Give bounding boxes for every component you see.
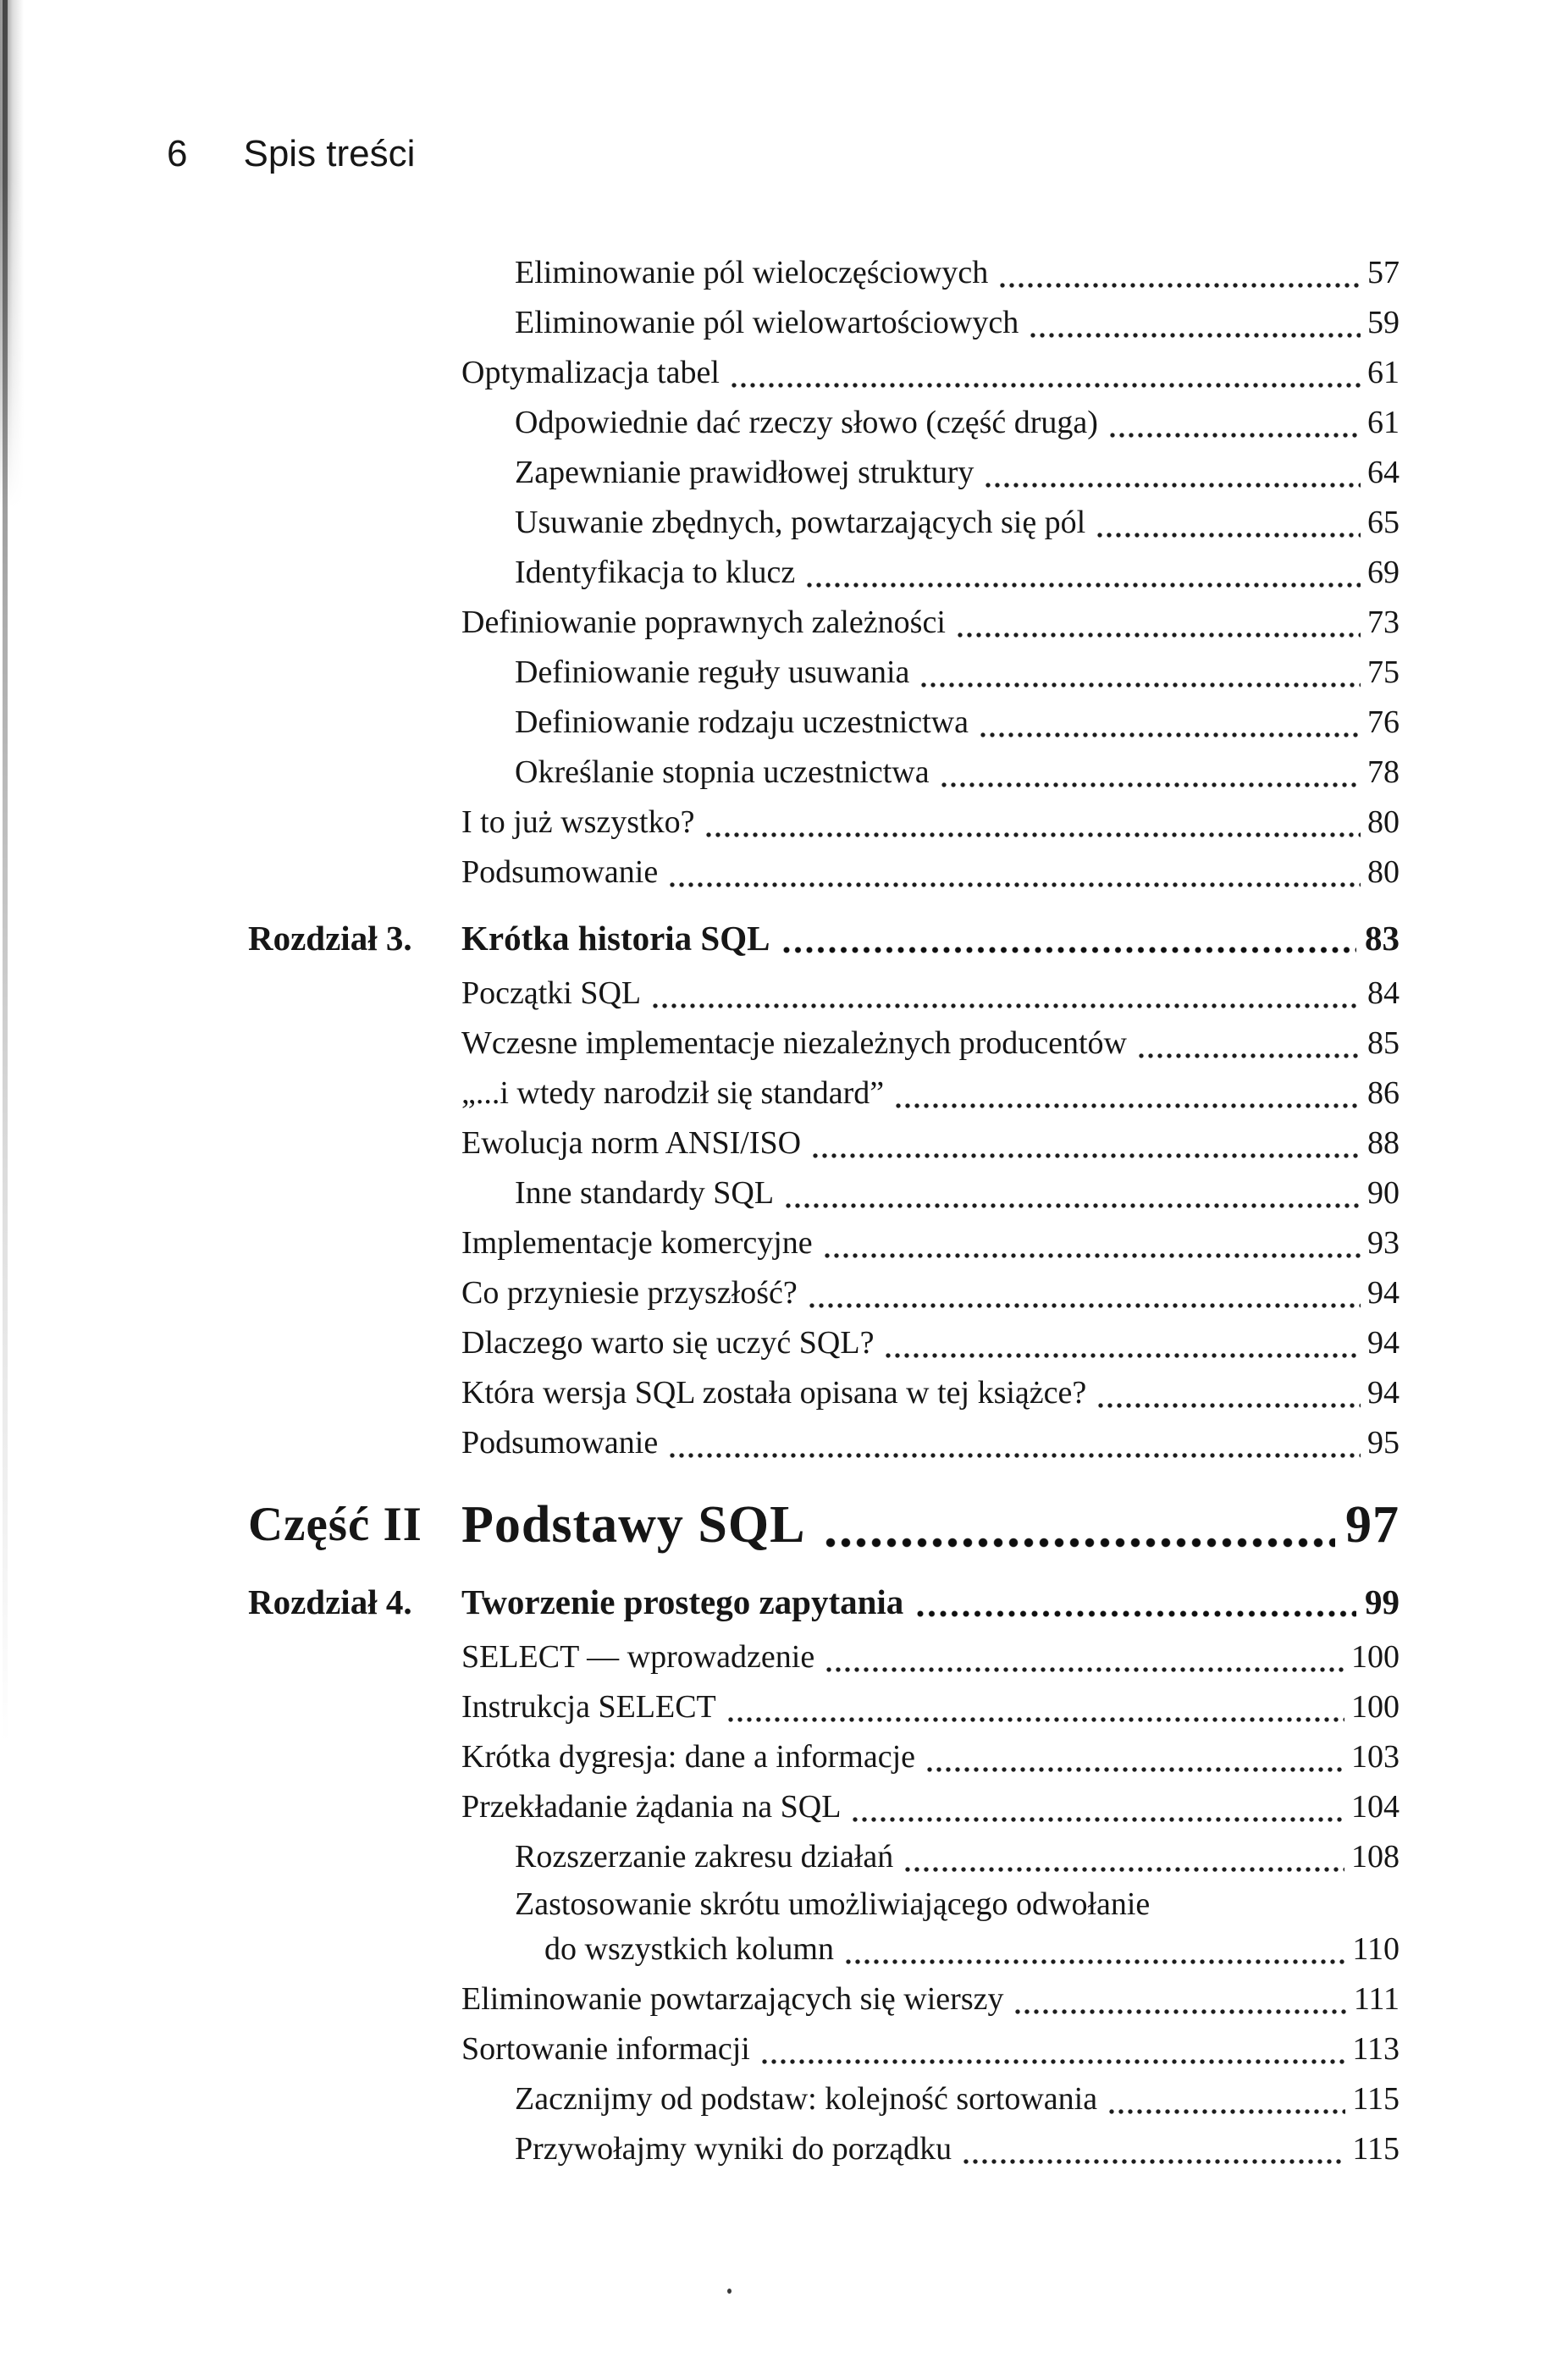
page-title: Spis treści <box>243 133 416 174</box>
dot-leader-icon <box>730 348 1361 398</box>
toc-row <box>248 1974 1400 2024</box>
toc-row <box>248 1218 1400 1268</box>
toc-page-number: 110 <box>1352 1931 1400 1967</box>
toc-row <box>248 598 1400 648</box>
toc-page-number: 78 <box>1367 754 1400 790</box>
scan-speck <box>727 2289 732 2294</box>
toc-page-number: 73 <box>1367 605 1400 640</box>
toc-entry-label: Przywołajmy wyniki do porządku <box>515 2131 952 2167</box>
dot-leader-icon <box>811 1118 1361 1168</box>
dot-leader-icon <box>823 1218 1361 1268</box>
toc-row <box>248 498 1400 548</box>
toc-row <box>248 1682 1400 1732</box>
toc-row <box>248 648 1400 698</box>
dot-leader-icon <box>651 969 1361 1019</box>
toc-page-number: 90 <box>1367 1175 1400 1211</box>
toc-entry-label: Początki SQL <box>461 975 642 1011</box>
toc-entry-label: Podsumowanie <box>461 854 659 890</box>
toc-page-number: 61 <box>1367 405 1400 440</box>
dot-leader-icon <box>919 648 1361 698</box>
toc-page-number: 94 <box>1367 1325 1400 1361</box>
toc-page-number: 93 <box>1367 1225 1400 1261</box>
dot-leader-icon <box>668 1418 1361 1468</box>
toc-page-number: 85 <box>1367 1025 1400 1061</box>
toc-page-number: 83 <box>1365 919 1400 958</box>
toc-row <box>248 248 1400 298</box>
toc-entry-label: Rozszerzanie zakresu działań <box>515 1839 894 1875</box>
dot-leader-icon <box>903 1832 1344 1882</box>
toc-entry-label: Optymalizacja tabel <box>461 355 720 390</box>
toc-page-number: 94 <box>1367 1375 1400 1411</box>
toc-entry-label: Ewolucja norm ANSI/ISO <box>461 1125 802 1161</box>
dot-leader-icon <box>760 2024 1346 2074</box>
toc-entry-label: Co przyniesie przyszłość? <box>461 1275 798 1311</box>
dot-leader-icon <box>915 1571 1356 1632</box>
toc-entry-label: Zapewnianie prawidłowej struktury <box>515 455 974 490</box>
toc-page-number: 84 <box>1367 975 1400 1011</box>
toc-entry-label: Przekładanie żądania na SQL <box>461 1789 842 1825</box>
toc-entry-label: Usuwanie zbędnych, powtarzających się pól <box>515 505 1086 540</box>
toc-entry-label: Określanie stopnia uczestnictwa <box>515 754 930 790</box>
dot-leader-icon <box>1096 498 1361 548</box>
toc-page-number: 97 <box>1345 1496 1400 1554</box>
toc-entry-label: Dlaczego warto się uczyć SQL? <box>461 1325 875 1361</box>
toc-entry-label: Która wersja SQL została opisana w tej książce? <box>461 1375 1087 1411</box>
toc <box>248 248 1400 2174</box>
toc-page-number: 108 <box>1351 1839 1400 1875</box>
dot-leader-icon <box>825 1632 1344 1682</box>
toc-entry-label: Zacznijmy od podstaw: kolejność sortowania <box>515 2081 1098 2117</box>
toc-page-number: 75 <box>1367 654 1400 690</box>
toc-page-number: 59 <box>1367 305 1400 340</box>
toc-page-number: 86 <box>1367 1075 1400 1111</box>
toc-row <box>248 1418 1400 1468</box>
toc-entry-label: Eliminowanie pól wieloczęściowych <box>515 255 989 290</box>
toc-row <box>248 398 1400 448</box>
toc-entry-label: Krótka dygresja: dane a informacje <box>461 1739 915 1775</box>
dot-leader-icon <box>1013 1974 1346 2024</box>
toc-row <box>248 1832 1400 1882</box>
dot-leader-icon <box>704 798 1361 848</box>
toc-chapter-row <box>248 908 1400 969</box>
toc-entry-label: I to już wszystko? <box>461 804 695 840</box>
toc-page-number: 103 <box>1351 1739 1400 1775</box>
dot-leader-icon <box>668 848 1361 897</box>
toc-entry-label: SELECT — wprowadzenie <box>461 1639 815 1675</box>
scan-edge-line <box>3 0 8 1744</box>
toc-row <box>248 848 1400 897</box>
running-header <box>167 135 415 173</box>
toc-row <box>248 1069 1400 1118</box>
toc-page-number: 100 <box>1351 1689 1400 1725</box>
toc-chapter-label: Rozdział 3. <box>248 919 412 958</box>
dot-leader-icon <box>962 2124 1345 2174</box>
toc-entry-label: Eliminowanie powtarzających się wierszy <box>461 1981 1004 2017</box>
toc-part-row <box>248 1488 1400 1561</box>
dot-leader-icon <box>805 548 1361 598</box>
toc-row <box>248 1019 1400 1069</box>
toc-row <box>248 448 1400 498</box>
toc-page-number: 95 <box>1367 1425 1400 1461</box>
toc-row-two-line <box>248 1882 1400 1974</box>
toc-entry-label: Definiowanie rodzaju uczestnictwa <box>515 704 969 740</box>
toc-entry-label: Identyfikacja to klucz <box>515 555 796 590</box>
toc-page-number: 115 <box>1352 2081 1400 2117</box>
toc-row <box>248 1118 1400 1168</box>
toc-row <box>248 698 1400 748</box>
page-number: 6 <box>167 133 188 174</box>
dot-leader-icon <box>925 1732 1344 1782</box>
toc-row <box>248 1782 1400 1832</box>
toc-page-number: 88 <box>1367 1125 1400 1161</box>
dot-leader-icon <box>998 248 1361 298</box>
toc-row <box>248 1632 1400 1682</box>
toc-page-number: 99 <box>1365 1582 1400 1621</box>
toc-row <box>248 1732 1400 1782</box>
toc-page-number: 94 <box>1367 1275 1400 1311</box>
toc-entry-label: Odpowiednie dać rzeczy słowo (część druga) <box>515 405 1098 440</box>
dot-leader-icon <box>894 1069 1361 1118</box>
toc-page-number: 76 <box>1367 704 1400 740</box>
dot-leader-icon <box>824 1488 1335 1561</box>
toc-row <box>248 298 1400 348</box>
dot-leader-icon <box>1108 398 1361 448</box>
toc-page-number: 80 <box>1367 804 1400 840</box>
toc-entry-label: Sortowanie informacji <box>461 2031 750 2067</box>
toc-chapter-row <box>248 1571 1400 1632</box>
dot-leader-icon <box>844 1924 1345 1974</box>
dot-leader-icon <box>956 598 1361 648</box>
toc-row <box>248 798 1400 848</box>
toc-chapter-title: Krótka historia SQL <box>461 919 770 958</box>
dot-leader-icon <box>940 748 1361 798</box>
toc-row <box>248 748 1400 798</box>
toc-row <box>248 548 1400 598</box>
dot-leader-icon <box>808 1268 1361 1318</box>
toc-row <box>248 1268 1400 1318</box>
toc-row <box>248 1924 1400 1974</box>
dot-leader-icon <box>851 1782 1344 1832</box>
toc-entry-label: Podsumowanie <box>461 1425 659 1461</box>
toc-page-number: 115 <box>1352 2131 1400 2167</box>
toc-page-number: 80 <box>1367 854 1400 890</box>
dot-leader-icon <box>781 908 1356 969</box>
toc-chapter-title: Tworzenie prostego zapytania <box>461 1582 904 1621</box>
toc-page-number: 104 <box>1351 1789 1400 1825</box>
toc-row <box>248 2124 1400 2174</box>
dot-leader-icon <box>884 1318 1361 1368</box>
toc-row <box>248 1318 1400 1368</box>
toc-row <box>248 348 1400 398</box>
dot-leader-icon <box>1096 1368 1361 1418</box>
toc-entry-label: Inne standardy SQL <box>515 1175 775 1211</box>
toc-entry-label: do wszystkich kolumn <box>544 1931 834 1967</box>
dot-leader-icon <box>979 698 1361 748</box>
toc-entry-label: Implementacje komercyjne <box>461 1225 813 1261</box>
toc-entry-label: „...i wtedy narodził się standard” <box>461 1075 885 1111</box>
toc-chapter-label: Rozdział 4. <box>248 1582 412 1621</box>
dot-leader-icon <box>784 1168 1361 1218</box>
dot-leader-icon <box>1029 298 1361 348</box>
toc-entry-label: Wczesne implementacje niezależnych producentów <box>461 1025 1127 1061</box>
toc-page-number: 64 <box>1367 455 1400 490</box>
toc-page-number: 113 <box>1352 2031 1400 2067</box>
toc-page-number: 57 <box>1367 255 1400 290</box>
toc-entry-label: Eliminowanie pól wielowartościowych <box>515 305 1019 340</box>
toc-page-number: 65 <box>1367 505 1400 540</box>
dot-leader-icon <box>984 448 1361 498</box>
toc-row <box>248 1168 1400 1218</box>
toc-row <box>248 2024 1400 2074</box>
toc-part-title: Podstawy SQL <box>461 1496 806 1554</box>
dot-leader-icon <box>1137 1019 1361 1069</box>
toc-entry-label: Definiowanie poprawnych zależności <box>461 605 946 640</box>
dot-leader-icon <box>726 1682 1344 1732</box>
toc-page-number: 111 <box>1353 1981 1400 2017</box>
toc-part-label: Część II <box>248 1498 422 1551</box>
toc-row <box>248 1368 1400 1418</box>
toc-page-number: 61 <box>1367 355 1400 390</box>
toc-row <box>248 969 1400 1019</box>
toc-entry-label: Instrukcja SELECT <box>461 1689 716 1725</box>
toc-page-number: 69 <box>1367 555 1400 590</box>
dot-leader-icon <box>1107 2074 1345 2124</box>
toc-entry-label-line1: Zastosowanie skrótu umożliwiającego odwołanie <box>515 1886 1151 1922</box>
toc-entry-label: Definiowanie reguły usuwania <box>515 654 910 690</box>
toc-row <box>248 2074 1400 2124</box>
toc-page-number: 100 <box>1351 1639 1400 1675</box>
